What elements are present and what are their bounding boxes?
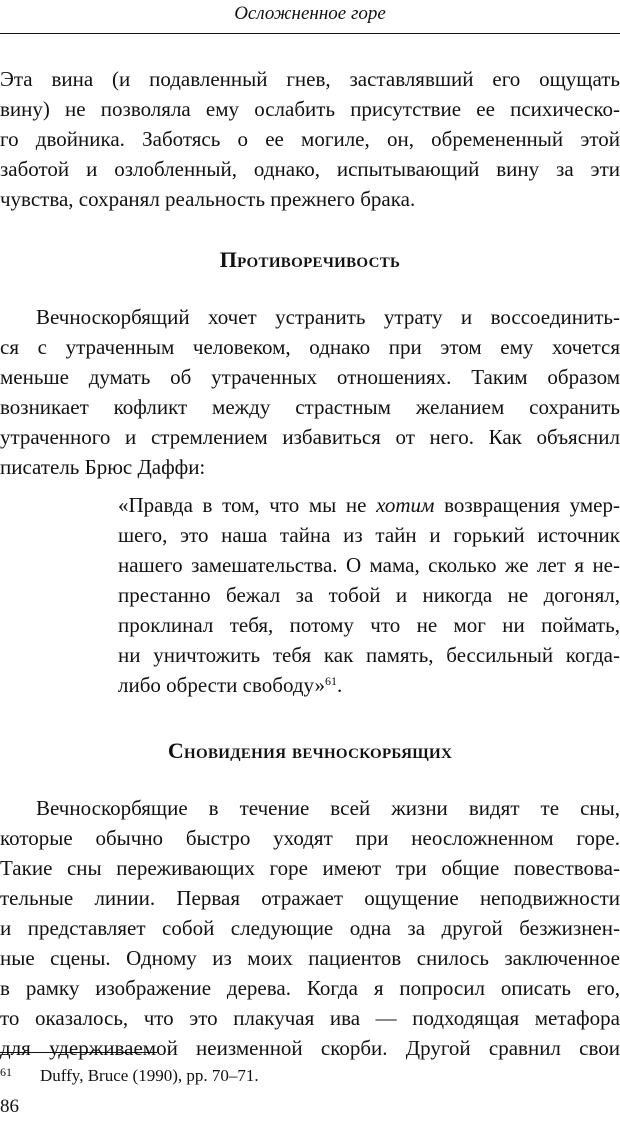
paragraph-2-line: писатель Брюс Даффи: [0,455,206,479]
footnote-rule [0,1052,157,1053]
quote-last-punct: . [337,673,343,697]
quote-line: проклинал тебя, потому что не мог ни поймать, [118,613,620,637]
paragraph-2-line: возникает кофликт между страстным желанием сохранить [0,395,620,419]
quote-text-after: возвращения умер- [434,493,620,517]
quote-line: ни уничтожить тебя как память, бессильный когда- [118,643,620,667]
paragraph-3-line: то оказалось, что это плакучая ива — подходящая метафора [0,1006,620,1030]
section-heading-dreams: Сновидения вечноскорбящих [167,738,453,763]
paragraph-3-line: Такие сны переживающих горе имеют три общие повествова- [0,856,620,880]
paragraph-2-line: утраченного и стремлением избавиться от него. Как объяснил [0,425,620,449]
paragraph-3-line: для удерживаемой неизменной скорби. Другой сравнил свои [0,1036,620,1060]
paragraph-3-line: в рамку изображение дерева. Когда я попросил описать его, [0,976,620,1000]
quote-line-last [118,670,620,700]
footnote-reference[interactable]: 61 [325,674,338,688]
paragraph-3-line: тельные линии. Первая отражает ощущение неподвижности [0,886,620,910]
page-number: 86 [0,1096,19,1117]
running-head: Осложненное горе [234,3,386,24]
paragraph-1-line: го двойника. Заботясь о ее могиле, он, обремененный этой [0,127,620,151]
paragraph-3-line: и представляет собой следующие одна за другой безжизнен- [0,916,620,940]
footnote: 61 Duffy, Bruce (1990), pp. 70–71. [0,1065,259,1085]
paragraph-2-line: меньше думать об утраченных отношениях. Таким образом [0,365,620,389]
quote-line: шего, это наша тайна из тайн и горький источник [118,523,620,547]
paragraph-2-line: ся с утраченным человеком, однако при этом ему хочется [0,335,620,359]
quote-last-text: либо обрести свободу» [118,673,326,697]
footnote-text: Duffy, Bruce (1990), pp. 70–71. [40,1066,259,1085]
paragraph-3-line: ные сцены. Одному из моих пациентов снилось заключенное [0,946,620,970]
paragraph-2-line: Вечноскорбящий хочет устранить утрату и воссоединить- [36,305,620,329]
paragraph-1-line: чувства, сохранял реальность прежнего брака. [0,187,416,211]
quote-emphasis: хотим [376,493,435,517]
quote-line-first [118,490,620,520]
section-heading-contradiction: Противоречивость [219,247,401,272]
quote-line: престанно бежал за тобой и никогда не догонял, [118,583,620,607]
header-rule [0,33,620,34]
quote-text-before: «Правда в том, что мы не [118,493,377,517]
paragraph-1-line: заботой и озлобленный, однако, испытывающий вину за эти [0,157,620,181]
paragraph-3-line: Вечноскорбящие в течение всей жизни видят те сны, [36,796,620,820]
paragraph-3-line: которые обычно быстро уходят при неосложненном горе. [0,826,620,850]
paragraph-1-line: вину) не позволяла ему ослабить присутствие ее психическо- [0,97,620,121]
paragraph-1-line: Эта вина (и подавленный гнев, заставлявший его ощущать [0,67,620,91]
quote-line: нашего замешательства. О мама, сколько же лет я не- [118,553,620,577]
